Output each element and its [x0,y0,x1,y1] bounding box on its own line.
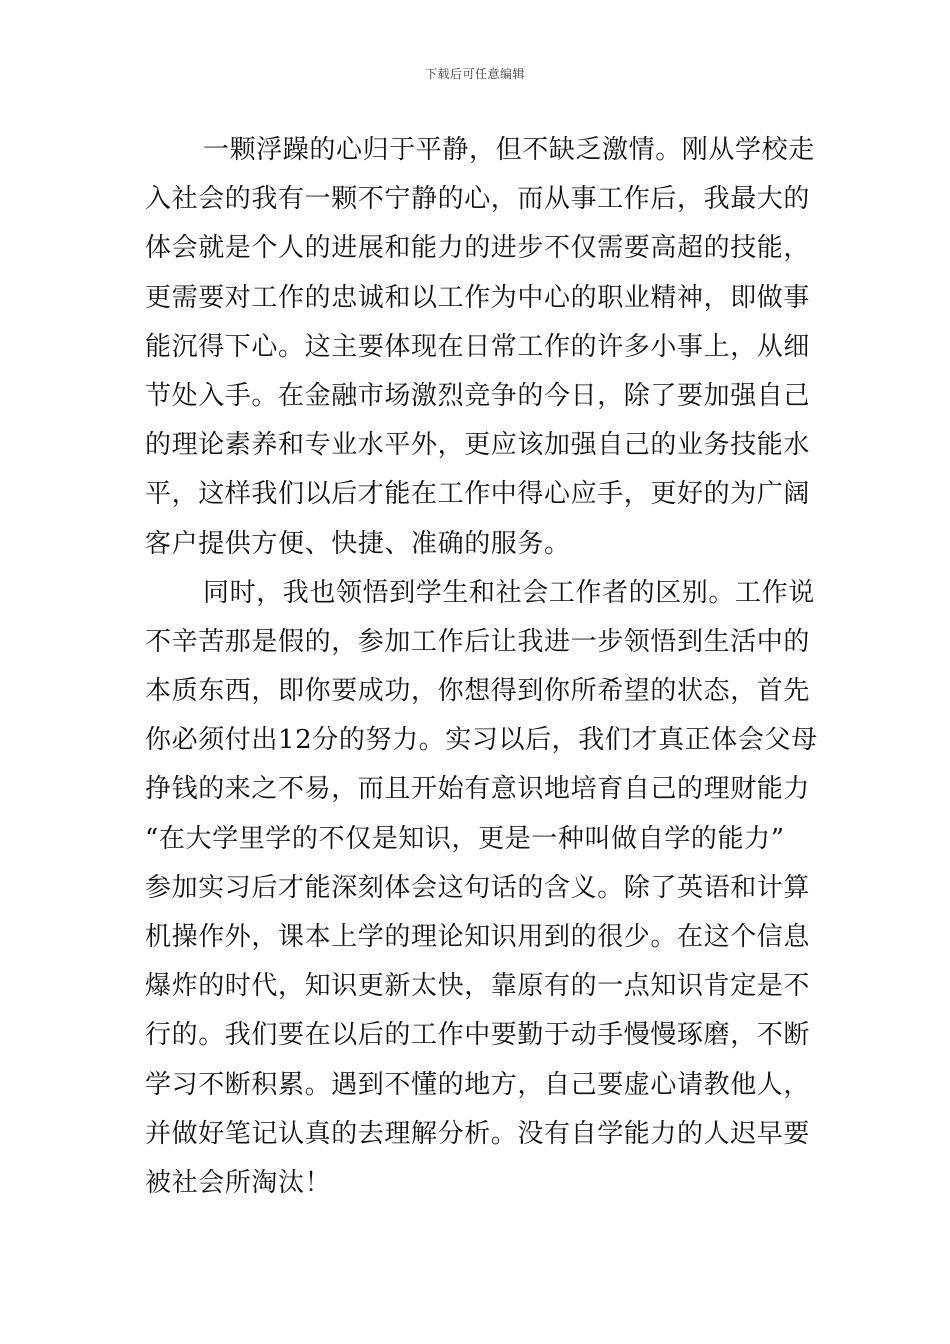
text-line: 挣钱的来之不易，而且开始有意识地培育自己的理财能力 [145,774,811,805]
text-line: 的理论素养和专业水平外，更应该加强自己的业务技能水 [145,430,811,461]
text-line: 爆炸的时代，知识更新太快，靠原有的一点知识肯定是不 [145,971,811,1002]
text-line: 体会就是个人的进展和能力的进步不仅需要高超的技能， [145,233,811,264]
paragraph-2-first-line: 同时，我也领悟到学生和社会工作者的区别。工作说 [203,577,815,608]
text-line: 平，这样我们以后才能在工作中得心应手，更好的为广阔 [145,479,811,510]
text-line: 机操作外，课本上学的理论知识用到的很少。在这个信息 [145,922,811,952]
text-line: 并做好笔记认真的去理解分析。没有自学能力的人迟早要 [145,1118,811,1149]
text-line: 参加实习后才能深刻体会这句话的含义。除了英语和计算 [145,872,811,903]
document-body [145,126,818,1208]
text-line: 本质东西，即你要成功，你想得到你所希望的状态，首先 [145,676,811,707]
text-line: 节处入手。在金融市场激烈竞争的今日，除了要加强自己 [145,380,811,411]
text-line: 学习不断积累。遇到不懂的地方，自己要虚心请教他人， [145,1069,811,1100]
text-line: 被社会所淘汰！ [145,1167,332,1198]
text-line: “在大学里学的不仅是知识，更是一种叫做自学的能力” [145,823,785,854]
text-line: 你必须付出12分的努力。实习以后，我们才真正体会父母 [145,725,818,756]
page-header: 下载后可任意编辑 [424,67,525,81]
paragraph-1-first-line: 一颗浮躁的心归于平静，但不缺乏激情。刚从学校走 [203,135,815,165]
text-line: 入社会的我有一颗不宁静的心，而从事工作后，我最大的 [145,184,811,215]
text-line: 能沉得下心。这主要体现在日常工作的许多小事上，从细 [145,331,811,362]
text-line: 不辛苦那是假的，参加工作后让我进一步领悟到生活中的 [145,626,811,657]
text-line: 客户提供方便、快捷、准确的服务。 [145,528,571,559]
text-line: 更需要对工作的忠诚和以工作为中心的职业精神，即做事 [145,282,811,313]
text-line: 行的。我们要在以后的工作中要勤于动手慢慢琢磨，不断 [145,1020,811,1051]
